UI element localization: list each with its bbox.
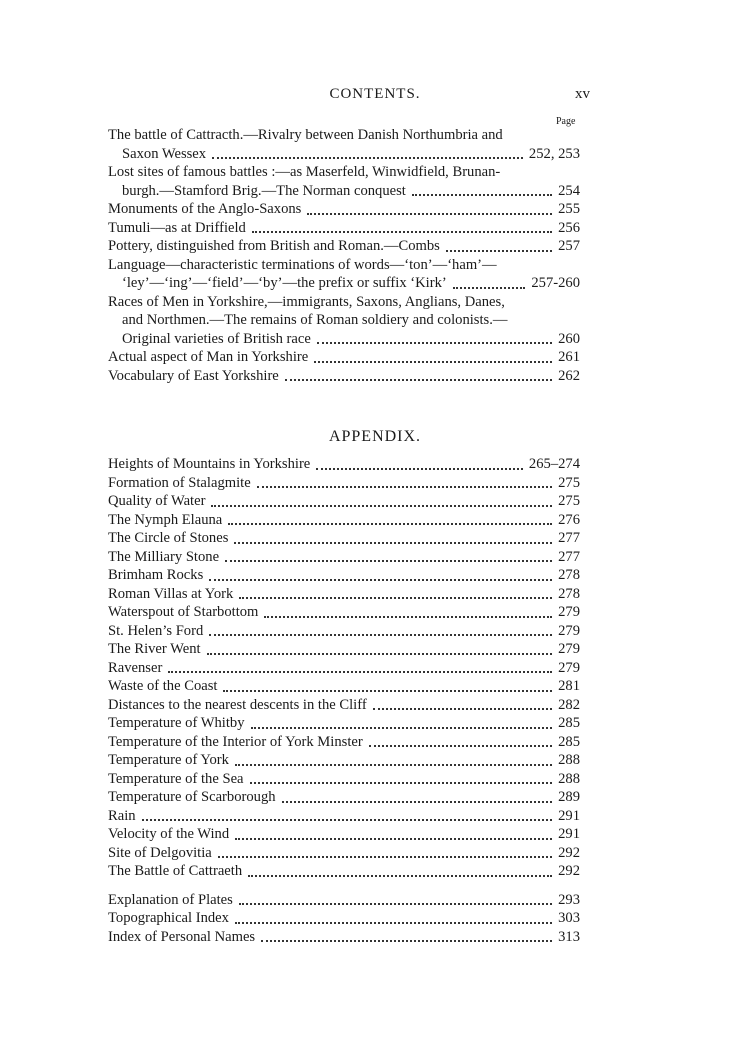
appendix-entry bbox=[108, 862, 580, 881]
entry-title: Explanation of Plates bbox=[108, 891, 233, 908]
entry-title: Distances to the nearest descents in the Cliff bbox=[108, 696, 367, 713]
dot-leader bbox=[314, 361, 552, 363]
entry-title: The Battle of Cattraeth bbox=[108, 863, 243, 879]
dot-leader bbox=[207, 653, 553, 655]
entry-title: Roman Villas at York bbox=[108, 585, 234, 602]
dot-leader bbox=[209, 634, 552, 636]
dot-leader bbox=[234, 542, 552, 544]
entry-pages: 260 bbox=[558, 330, 580, 347]
appendix-entry bbox=[108, 492, 580, 511]
dot-leader bbox=[168, 671, 552, 673]
entry-pages: 254 bbox=[558, 182, 580, 199]
appendix-entry bbox=[108, 585, 580, 604]
entry-pages: 275 bbox=[558, 474, 580, 491]
appendix-entry bbox=[108, 529, 580, 548]
dot-leader bbox=[235, 838, 552, 840]
dot-leader bbox=[142, 819, 553, 821]
entry-pages: 277 bbox=[558, 548, 580, 565]
entry-title: The Circle of Stones bbox=[108, 530, 229, 546]
entry-pages: 292 bbox=[558, 863, 580, 879]
dot-leader bbox=[282, 801, 553, 803]
appendix-entry bbox=[108, 659, 580, 678]
entry-line: The battle of Cattracth.—Rivalry between Danish Northumbria and bbox=[108, 127, 503, 143]
appendix-entry bbox=[108, 891, 580, 910]
appendix-entry bbox=[108, 455, 580, 474]
entry-title: Formation of Stalagmite bbox=[108, 474, 251, 491]
appendix-entry bbox=[108, 677, 580, 696]
entry-line: Lost sites of famous battles :—as Maserfeld, Winwidfield, Brunan- bbox=[108, 164, 501, 180]
entry-pages: 279 bbox=[558, 641, 580, 657]
entry-line: Original varieties of British race bbox=[122, 330, 311, 347]
entry-pages: 279 bbox=[558, 622, 580, 639]
dot-leader bbox=[223, 690, 552, 692]
contents-entry bbox=[108, 256, 580, 293]
contents-entry bbox=[108, 293, 580, 349]
entry-title: Heights of Mountains in Yorkshire bbox=[108, 456, 311, 472]
appendix-entry bbox=[108, 474, 580, 493]
entry-title: Tumuli—as at Driffield bbox=[108, 219, 246, 236]
dot-leader bbox=[248, 875, 552, 877]
appendix-entry bbox=[108, 788, 580, 807]
entry-title: Temperature of the Sea bbox=[108, 770, 244, 787]
dot-leader bbox=[316, 468, 523, 470]
appendix-entry bbox=[108, 566, 580, 585]
entry-pages: 313 bbox=[558, 928, 580, 945]
appendix-entry bbox=[108, 511, 580, 530]
entry-pages: 262 bbox=[558, 367, 580, 384]
entry-pages: 257 bbox=[558, 238, 580, 254]
appendix-entry bbox=[108, 548, 580, 567]
entry-pages: 275 bbox=[558, 493, 580, 509]
entry-pages: 288 bbox=[558, 752, 580, 768]
entry-title: Brimham Rocks bbox=[108, 567, 204, 583]
dot-leader bbox=[307, 213, 552, 215]
entry-pages: 278 bbox=[558, 585, 580, 602]
entry-line: burgh.—Stamford Brig.—The Norman conquest bbox=[122, 182, 406, 199]
dot-leader bbox=[239, 903, 552, 905]
contents-entry bbox=[108, 163, 580, 200]
appendix-entry bbox=[108, 928, 580, 947]
appendix-entry bbox=[108, 844, 580, 863]
dot-leader bbox=[211, 505, 552, 507]
page-title: CONTENTS. bbox=[329, 86, 421, 102]
dot-leader bbox=[369, 745, 552, 747]
entry-title: Waterspout of Starbottom bbox=[108, 604, 259, 620]
dot-leader bbox=[261, 940, 552, 942]
entry-title: Index of Personal Names bbox=[108, 928, 256, 945]
entry-title: Monuments of the Anglo-Saxons bbox=[108, 201, 302, 217]
entry-line: and Northmen.—The remains of Roman soldiery and colonists.— bbox=[122, 312, 508, 328]
contents-entry bbox=[108, 200, 580, 219]
appendix-entry bbox=[108, 909, 580, 928]
contents-list bbox=[108, 126, 580, 385]
entry-title: Temperature of Scarborough bbox=[108, 789, 276, 805]
entry-title: The Milliary Stone bbox=[108, 548, 220, 565]
entry-title: Temperature of Whitby bbox=[108, 715, 245, 731]
dot-leader bbox=[257, 486, 552, 488]
dot-leader bbox=[250, 782, 553, 784]
entry-pages: 291 bbox=[558, 807, 580, 824]
contents-entry bbox=[108, 367, 580, 386]
dot-leader bbox=[453, 287, 526, 289]
appendix-entry bbox=[108, 696, 580, 715]
dot-leader bbox=[212, 157, 523, 159]
contents-entry bbox=[108, 126, 580, 163]
entry-title: St. Helen’s Ford bbox=[108, 622, 204, 639]
entry-pages: 282 bbox=[558, 696, 580, 713]
dot-leader bbox=[285, 379, 552, 381]
entry-pages: 255 bbox=[558, 201, 580, 217]
entry-pages: 279 bbox=[558, 604, 580, 620]
page-number: xv bbox=[575, 86, 590, 102]
dot-leader bbox=[317, 342, 552, 344]
entry-title: Quality of Water bbox=[108, 493, 206, 509]
dot-leader bbox=[228, 523, 552, 525]
entry-title: Temperature of York bbox=[108, 752, 229, 768]
entry-line: Races of Men in Yorkshire,—immigrants, Saxons, Anglians, Danes, bbox=[108, 293, 505, 310]
entry-pages: 281 bbox=[558, 678, 580, 694]
appendix-list bbox=[108, 455, 580, 946]
appendix-entry bbox=[108, 751, 580, 770]
entry-pages: 279 bbox=[558, 659, 580, 676]
entry-title: Ravenser bbox=[108, 659, 163, 676]
appendix-heading: APPENDIX. bbox=[328, 428, 422, 445]
page-column-label: Page bbox=[556, 116, 576, 127]
section-gap bbox=[108, 881, 580, 891]
entry-pages: 278 bbox=[558, 567, 580, 583]
entry-title: Actual aspect of Man in Yorkshire bbox=[108, 349, 309, 365]
appendix-entry bbox=[108, 770, 580, 789]
entry-pages: 257-260 bbox=[531, 275, 580, 291]
dot-leader bbox=[264, 616, 552, 618]
entry-pages: 277 bbox=[558, 530, 580, 546]
entry-title: Pottery, distinguished from British and Roman.—Combs bbox=[108, 238, 440, 254]
entry-pages: 289 bbox=[558, 789, 580, 805]
appendix-entry bbox=[108, 622, 580, 641]
entry-title: Vocabulary of East Yorkshire bbox=[108, 367, 279, 384]
entry-pages: 293 bbox=[558, 891, 580, 908]
dot-leader bbox=[235, 922, 552, 924]
entry-title: The River Went bbox=[108, 641, 201, 657]
entry-pages: 292 bbox=[558, 844, 580, 861]
dot-leader bbox=[235, 764, 552, 766]
entry-title: The Nymph Elauna bbox=[108, 511, 223, 528]
dot-leader bbox=[209, 579, 552, 581]
entry-title: Topographical Index bbox=[108, 910, 229, 926]
dot-leader bbox=[446, 250, 552, 252]
entry-line: ‘ley’—‘ing’—‘field’—‘by’—the prefix or suffix ‘Kirk’ bbox=[122, 275, 447, 291]
contents-entry bbox=[108, 219, 580, 238]
entry-pages: 252, 253 bbox=[528, 145, 580, 162]
appendix-entry bbox=[108, 640, 580, 659]
appendix-entry bbox=[108, 807, 580, 826]
dot-leader bbox=[412, 194, 552, 196]
dot-leader bbox=[239, 597, 552, 599]
entry-pages: 285 bbox=[558, 733, 580, 750]
dot-leader bbox=[251, 727, 553, 729]
entry-line: Language—characteristic terminations of words—‘ton’—‘ham’— bbox=[108, 256, 497, 273]
dot-leader bbox=[252, 231, 552, 233]
contents-entry bbox=[108, 348, 580, 367]
entry-title: Temperature of the Interior of York Minster bbox=[108, 733, 363, 750]
dot-leader bbox=[218, 856, 552, 858]
entry-pages: 303 bbox=[558, 910, 580, 926]
appendix-entry bbox=[108, 825, 580, 844]
appendix-entry bbox=[108, 603, 580, 622]
entry-pages: 288 bbox=[558, 770, 580, 787]
entry-pages: 256 bbox=[558, 219, 580, 236]
entry-title: Velocity of the Wind bbox=[108, 826, 230, 842]
entry-pages: 285 bbox=[558, 715, 580, 731]
contents-entry bbox=[108, 237, 580, 256]
appendix-entry bbox=[108, 714, 580, 733]
entry-title: Site of Delgovitia bbox=[108, 844, 212, 861]
entry-pages: 265–274 bbox=[528, 456, 580, 472]
entry-title: Waste of the Coast bbox=[108, 678, 218, 694]
entry-line: Saxon Wessex bbox=[122, 145, 207, 162]
entry-title: Rain bbox=[108, 807, 136, 824]
entry-pages: 276 bbox=[558, 511, 580, 528]
dot-leader bbox=[373, 708, 552, 710]
appendix-entry bbox=[108, 733, 580, 752]
entry-pages: 291 bbox=[558, 826, 580, 842]
dot-leader bbox=[225, 560, 552, 562]
entry-pages: 261 bbox=[558, 349, 580, 365]
